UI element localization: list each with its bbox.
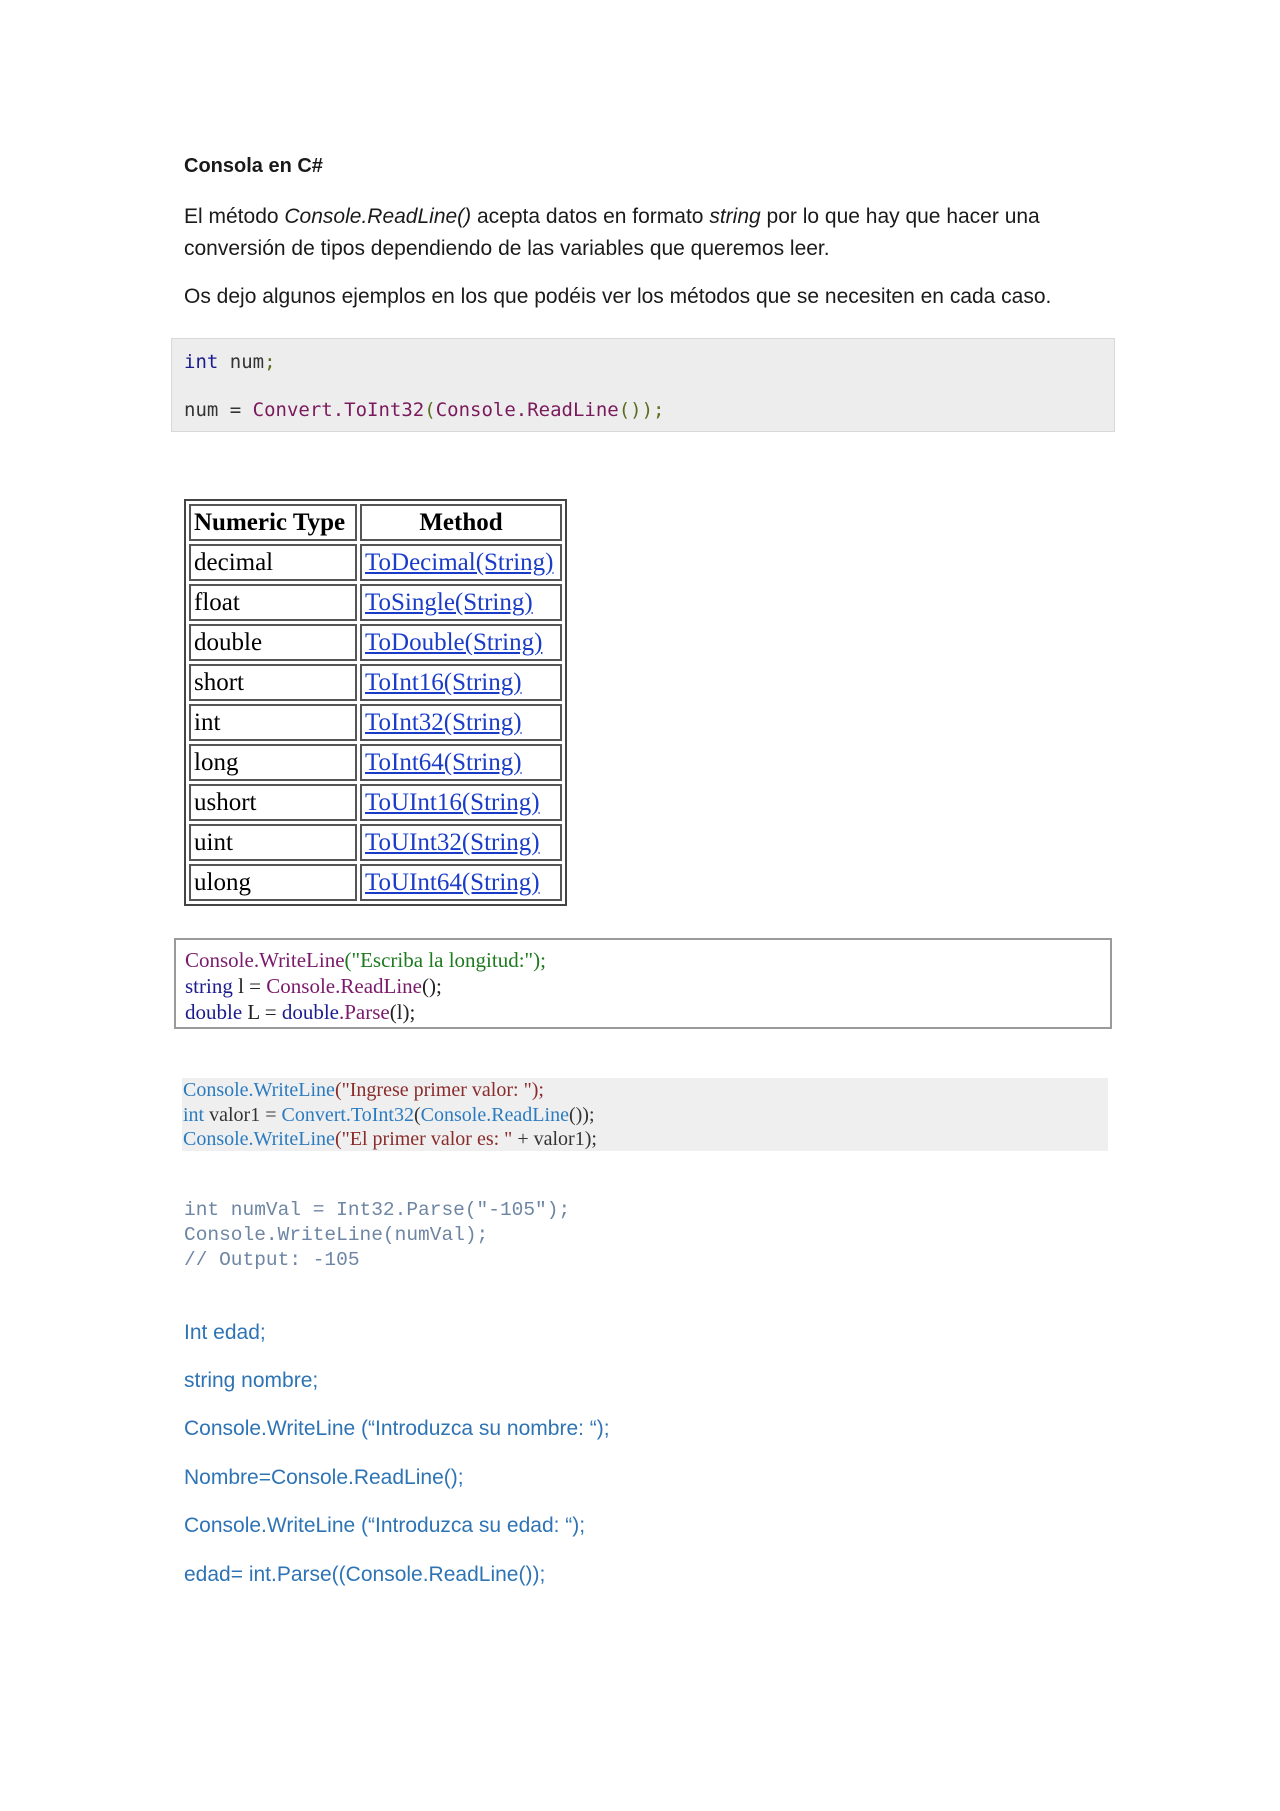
- code-identifier: l =: [232, 974, 267, 998]
- code-call: Console.ReadLine: [420, 1103, 569, 1126]
- table-row: [189, 784, 562, 821]
- method-cell: [360, 784, 562, 821]
- type-cell: int: [189, 704, 357, 741]
- method-cell: [360, 824, 562, 861]
- emphasis-method: Console.ReadLine(): [284, 205, 472, 228]
- code-identifier: L =: [242, 1000, 282, 1024]
- emphasis-type: string: [709, 205, 761, 228]
- code-block-convert: [171, 338, 1115, 432]
- blue-code-line: Console.WriteLine (“Introduzca su edad: “);: [184, 1514, 586, 1537]
- method-link[interactable]: ToDouble(String): [365, 629, 543, 656]
- table-row: [189, 824, 562, 861]
- method-link[interactable]: ToUInt64(String): [365, 869, 540, 896]
- type-cell: decimal: [189, 544, 357, 581]
- code-string: ("El primer valor es: ": [334, 1128, 513, 1150]
- method-cell: [360, 704, 562, 741]
- code-punct: ();: [422, 974, 442, 998]
- code-keyword: double: [185, 1000, 243, 1024]
- type-cell: uint: [189, 824, 357, 861]
- intro-paragraph: [184, 201, 1124, 265]
- code-keyword: double: [281, 1000, 339, 1024]
- examples-paragraph: Os dejo algunos ejemplos en los que podéis ver los métodos que se necesiten en cada caso.: [184, 285, 1052, 308]
- method-cell: [360, 544, 562, 581]
- method-cell: [360, 744, 562, 781]
- code-line: int numVal = Int32.Parse("-105");: [184, 1199, 571, 1221]
- code-line: [185, 999, 1110, 1025]
- method-link[interactable]: ToInt32(String): [365, 709, 522, 736]
- column-header: Method: [360, 504, 562, 541]
- code-punct: + valor1);: [512, 1128, 597, 1150]
- method-link[interactable]: ToInt16(String): [365, 669, 522, 696]
- type-cell: long: [189, 744, 357, 781]
- blue-code-line: Console.WriteLine (“Introduzca su nombre: “);: [184, 1417, 610, 1440]
- code-punct: (: [413, 1103, 421, 1126]
- code-line: [183, 1078, 1108, 1103]
- table-row: [189, 864, 562, 901]
- code-identifier: num: [218, 351, 265, 373]
- method-link[interactable]: ToInt64(String): [365, 749, 522, 776]
- type-cell: float: [189, 584, 357, 621]
- code-block-toint32: [182, 1078, 1108, 1151]
- code-block-double-parse: [174, 938, 1112, 1029]
- code-punct: (l);: [389, 1000, 416, 1024]
- code-punct: ());: [618, 399, 665, 421]
- method-link[interactable]: ToDecimal(String): [365, 549, 554, 576]
- code-line: [183, 1103, 1108, 1128]
- code-line: [184, 351, 276, 373]
- code-keyword: string: [185, 974, 233, 998]
- method-cell: [360, 584, 562, 621]
- text-run: El método: [184, 205, 285, 228]
- table-header-row: [189, 504, 562, 541]
- numeric-type-table: [184, 499, 567, 906]
- code-identifier: num =: [184, 399, 253, 421]
- blue-code-line: Int edad;: [184, 1321, 266, 1344]
- type-cell: short: [189, 664, 357, 701]
- code-punct: ());: [568, 1103, 595, 1126]
- code-call: Console.ReadLine: [435, 399, 619, 421]
- method-cell: [360, 664, 562, 701]
- method-link[interactable]: ToUInt32(String): [365, 829, 540, 856]
- blue-code-line: edad= int.Parse((Console.ReadLine());: [184, 1563, 546, 1586]
- code-call: Convert.ToInt32: [252, 399, 425, 421]
- blue-code-line: Nombre=Console.ReadLine();: [184, 1466, 464, 1489]
- code-call: Console.WriteLine: [183, 1128, 335, 1150]
- code-identifier: valor1 =: [204, 1103, 282, 1126]
- code-punct: (: [424, 399, 436, 421]
- type-cell: double: [189, 624, 357, 661]
- text-run: acepta datos en formato: [471, 205, 710, 228]
- text-run: por lo que hay que hacer una: [760, 205, 1040, 228]
- code-call: .Parse: [338, 1000, 390, 1024]
- code-line: [184, 399, 664, 421]
- text-run: conversión de tipos dependiendo de las variables que queremos leer.: [184, 237, 830, 260]
- table-row: [189, 544, 562, 581]
- table-row: [189, 704, 562, 741]
- code-punct: ;: [264, 351, 276, 373]
- code-keyword: int: [184, 351, 219, 373]
- code-call: Console.ReadLine: [266, 974, 422, 998]
- code-line: [185, 973, 1110, 999]
- table-row: [189, 584, 562, 621]
- code-string: ("Ingrese primer valor: ");: [334, 1079, 544, 1101]
- code-call: Console.WriteLine: [185, 948, 345, 972]
- code-string: ("Escriba la longitud:");: [344, 948, 546, 972]
- type-cell: ushort: [189, 784, 357, 821]
- type-cell: ulong: [189, 864, 357, 901]
- code-call: Console.WriteLine: [183, 1079, 335, 1101]
- code-line: [183, 1127, 1108, 1152]
- code-line: [185, 947, 1110, 973]
- method-link[interactable]: ToSingle(String): [365, 589, 533, 616]
- method-cell: [360, 624, 562, 661]
- table-row: [189, 744, 562, 781]
- code-keyword: int: [183, 1103, 205, 1126]
- table-row: [189, 624, 562, 661]
- page-title: Consola en C#: [184, 155, 323, 177]
- method-link[interactable]: ToUInt16(String): [365, 789, 540, 816]
- code-line: Console.WriteLine(numVal);: [184, 1224, 489, 1246]
- method-cell: [360, 864, 562, 901]
- table-row: [189, 664, 562, 701]
- blue-code-line: string nombre;: [184, 1369, 319, 1392]
- column-header: Numeric Type: [189, 504, 357, 541]
- code-call: Convert.ToInt32: [281, 1103, 414, 1126]
- code-block-int32-parse: [184, 1198, 570, 1273]
- code-line: // Output: -105: [184, 1249, 360, 1271]
